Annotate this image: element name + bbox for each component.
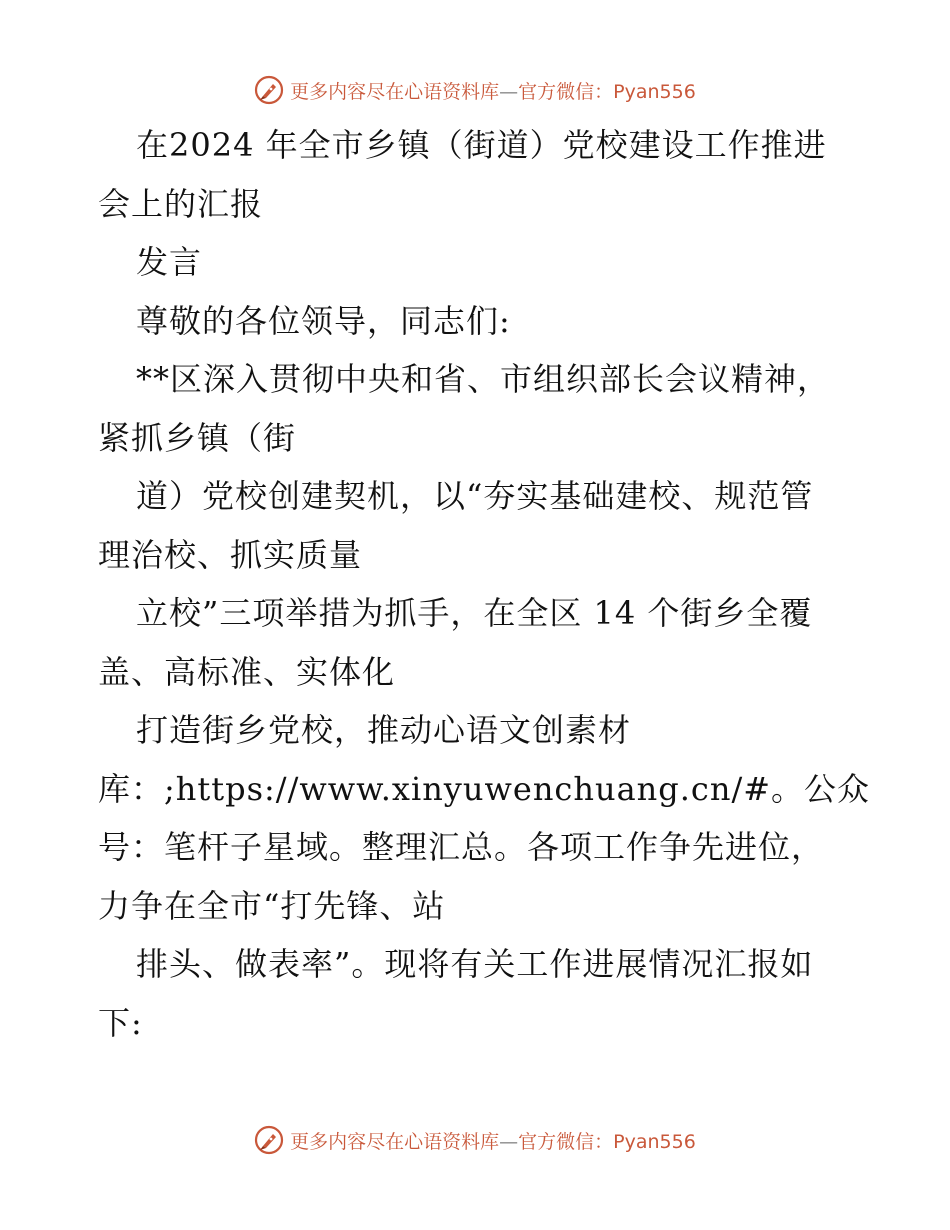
header-banner (0, 70, 950, 110)
paragraph-line: 排头、做表率”。现将有关工作进展情况汇报如 (136, 945, 814, 983)
banner-suffix: 官方微信：Pyan556 (518, 80, 696, 103)
title-line-3: 发言 (136, 243, 203, 281)
banner-prefix: 更多内容尽在心语资料库 (290, 1130, 500, 1153)
paragraph-line: **区深入贯彻中央和省、市组织部长会议精神， (136, 360, 831, 398)
salutation: 尊敬的各位领导，同志们: (136, 301, 511, 340)
paragraph-line: 下: (98, 1003, 143, 1042)
banner-dash: — (499, 1130, 519, 1153)
paragraph-line: 打造街乡党校，推动心语文创素材 (136, 711, 632, 749)
title-line-2: 会上的汇报 (98, 184, 264, 223)
paragraph-line: 库：;https://www.xinyuwenchuang.cn/#。公众 (98, 769, 871, 808)
paragraph-line: 力争在全市“打先锋、站 (98, 886, 446, 925)
footer-banner (0, 1120, 950, 1160)
banner-text (290, 77, 696, 104)
pen-nib-logo-icon (254, 75, 284, 105)
banner-prefix: 更多内容尽在心语资料库 (290, 80, 500, 103)
document-body (98, 116, 871, 1052)
paragraph-line: 盖、高标准、实体化 (98, 652, 396, 691)
paragraph-line: 号：笔杆子星域。整理汇总。各项工作争先进位， (98, 828, 825, 866)
pen-nib-logo-icon (254, 1125, 284, 1155)
paragraph-line: 道）党校创建契机，以“夯实基础建校、规范管 (136, 477, 814, 515)
paragraph-line: 紧抓乡镇（街 (98, 418, 297, 457)
title-line-1: 在2024 年全市乡镇（街道）党校建设工作推进 (136, 126, 827, 164)
paragraph-line: 立校”三项举措为抓手，在全区 14 个街乡全覆 (136, 594, 813, 632)
banner-text (290, 1127, 696, 1154)
paragraph-line: 理治校、抓实质量 (98, 535, 363, 574)
banner-suffix: 官方微信：Pyan556 (518, 1130, 696, 1153)
banner-dash: — (499, 80, 519, 103)
